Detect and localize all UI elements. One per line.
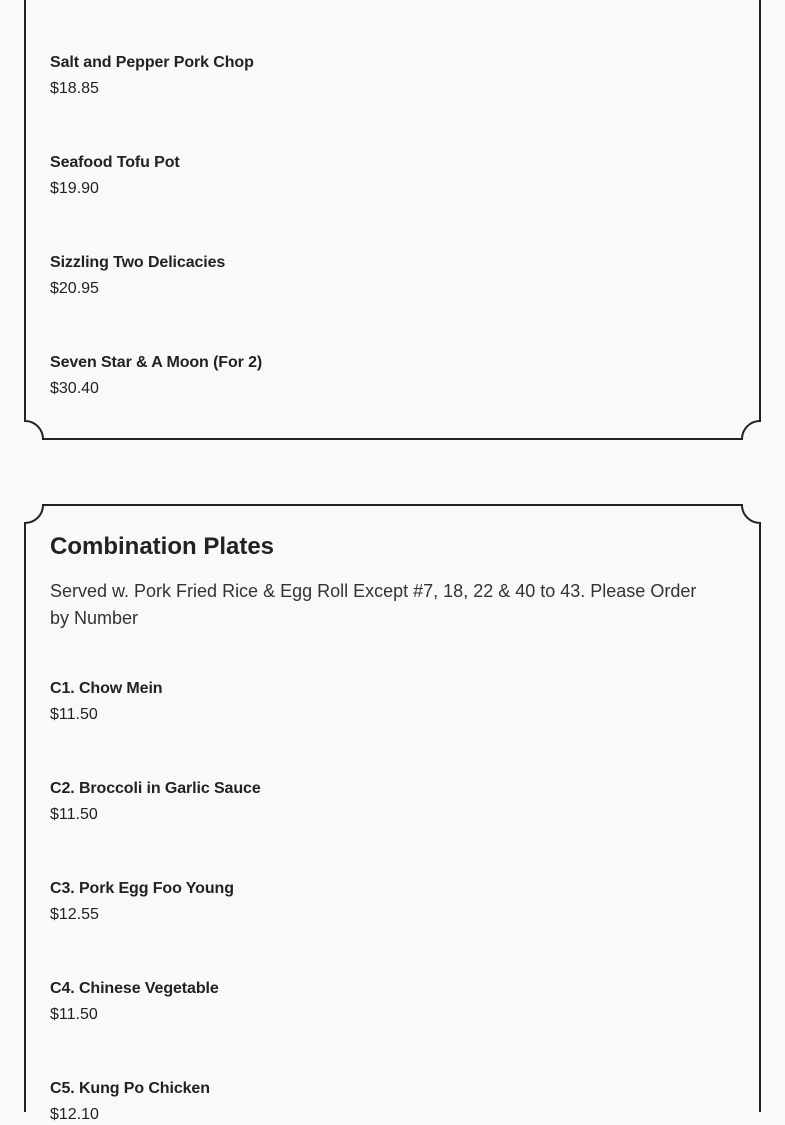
- list-item[interactable]: [50, 879, 730, 925]
- item-name: Seafood Tofu Pot: [50, 154, 180, 171]
- section-description: Served w. Pork Fried Rice & Egg Roll Except #7, 18, 22 & 40 to 43. Please Order by Number: [50, 581, 697, 628]
- section-title: Combination Plates: [50, 533, 275, 560]
- list-item[interactable]: [50, 1079, 730, 1125]
- item-price: $11.50: [50, 706, 98, 723]
- item-name: Seven Star & A Moon (For 2): [50, 354, 263, 371]
- item-price: $12.55: [50, 906, 99, 923]
- item-price: $11.50: [50, 806, 98, 823]
- item-price: $12.10: [50, 1106, 99, 1123]
- list-item[interactable]: [50, 779, 730, 825]
- list-item[interactable]: [50, 679, 730, 725]
- item-name: C5. Kung Po Chicken: [50, 1080, 210, 1097]
- item-price: $18.85: [50, 80, 99, 97]
- item-name: C3. Pork Egg Foo Young: [50, 880, 234, 897]
- list-item[interactable]: [50, 53, 730, 99]
- item-name: C2. Broccoli in Garlic Sauce: [50, 780, 261, 797]
- item-price: $11.50: [50, 1006, 98, 1023]
- item-name: C1. Chow Mein: [50, 680, 163, 697]
- item-name: C4. Chinese Vegetable: [50, 980, 219, 997]
- item-price: $20.95: [50, 280, 99, 297]
- list-item[interactable]: [50, 979, 730, 1025]
- item-price: $30.40: [50, 380, 99, 397]
- item-name: Sizzling Two Delicacies: [50, 254, 226, 271]
- list-item[interactable]: [50, 253, 730, 299]
- list-item[interactable]: [50, 153, 730, 199]
- list-item[interactable]: [50, 353, 730, 399]
- item-price: $19.90: [50, 180, 99, 197]
- item-name: Salt and Pepper Pork Chop: [50, 54, 254, 71]
